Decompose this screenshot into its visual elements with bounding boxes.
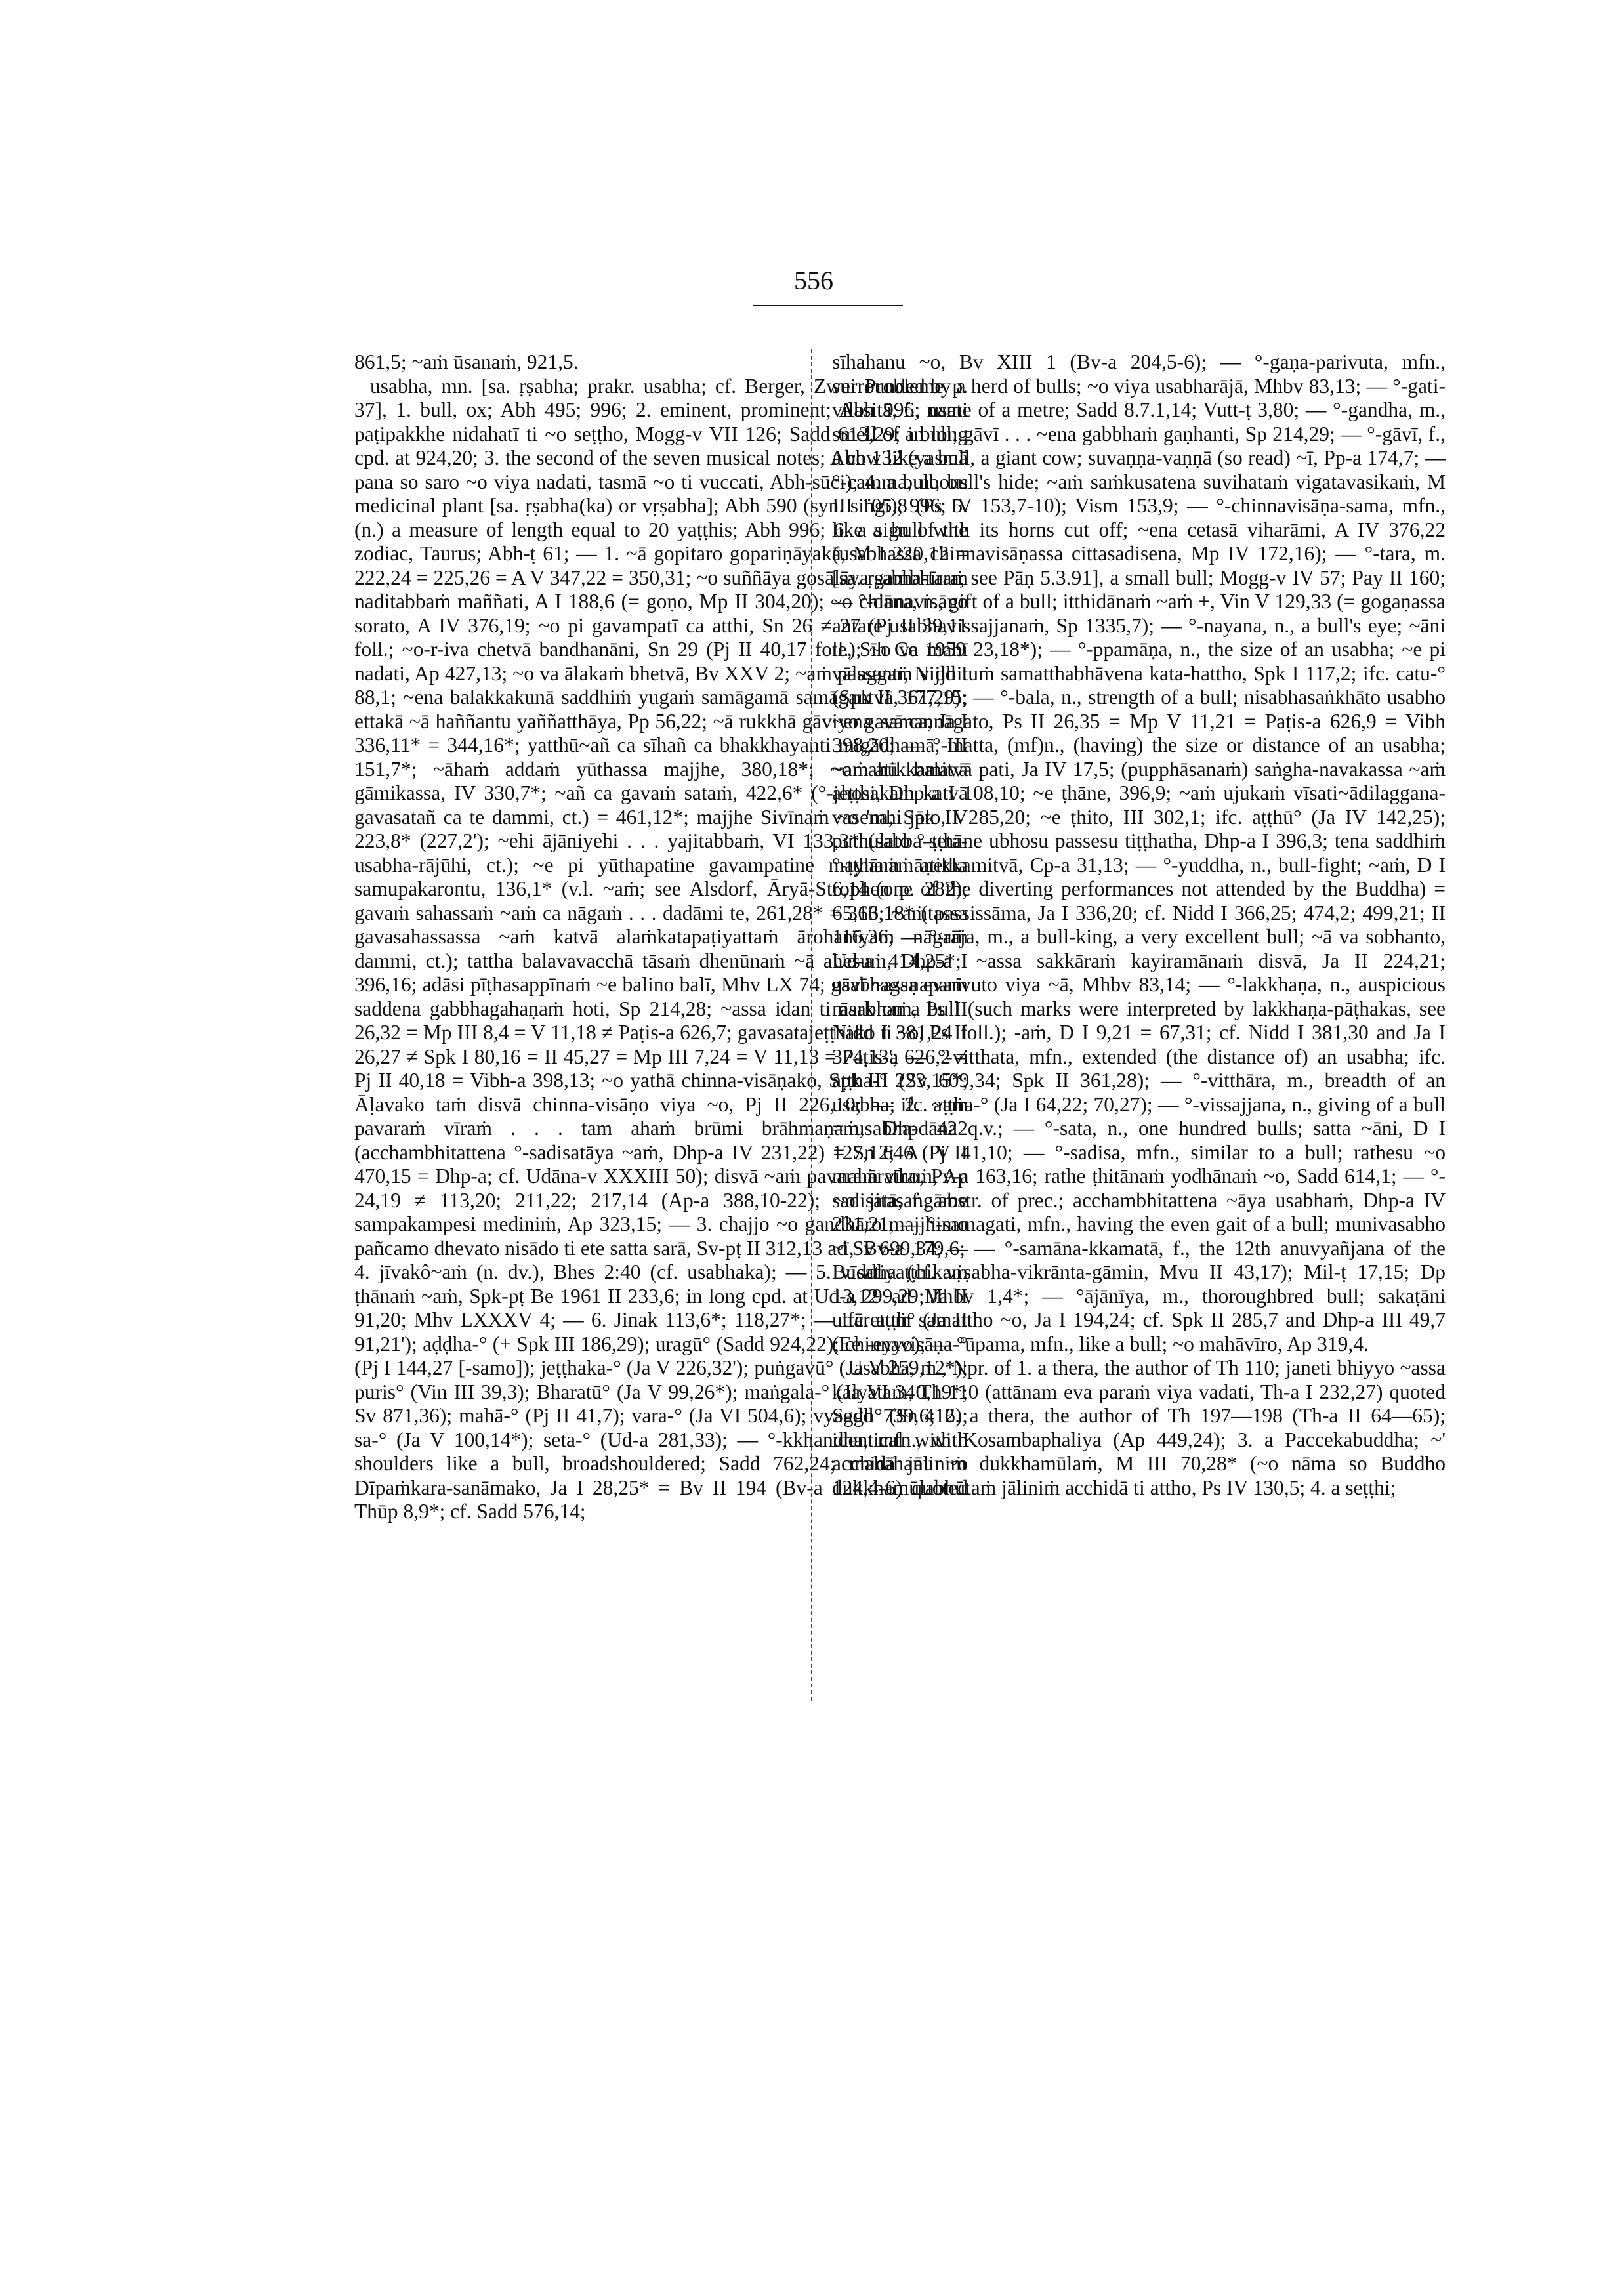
- dictionary-entry: sīhahanu ~o, Bv XIII 1 (Bv-a 204,5-6); — °-gaṇa-parivuta, mfn., surrounded by a herd of bulls; ~o viya usabharājā, Mhbv 83,13; — °-gati-vilasitā, f., name of a metre; Sadd 8.7.1,14; Vutt-ṭ 3,80; — °-gandha, m., smell of a bull; gāvī . . . ~ena gabbhaṁ gaṇhanti, Sp 214,29; — °-gāvī, f., a cow like a bull, a giant cow; suvaṇṇa-vaṇṇā (so read) ~ī, Pp-a 174,7; — °-camma, n., bull's hide; ~aṁ saṁkusatena suvihataṁ vigatavasikaṁ, M III 105,8 (Ps IV 153,7-10); Vism 153,9; — °-chinnavisāṇa-sama, mfn., like a bull with its horns cut off; ~ena cetasā viharāmi, A IV 376,22 (usabhassa chinnavisāṇassa cittasadisena, Mp IV 172,16); — °-tara, m. [sa. ṛṣabha-tara; see Pāṇ 5.3.91], a small bull; Mogg-v IV 57; Pay II 160; — °-dāna, n., gift of a bull; itthidānaṁ ~aṁ +, Vin V 129,33 (= gogaṇassa antare usabhavissajjanaṁ, Sp 1335,7); — °-nayana, n., a bull's eye; ~āni te, Sīh Ce 1959 23,18*); — °-ppamāṇa, n., the size of an usabha; ~e pi vālaggaṁ vijjhituṁ samatthabhāvena kata-hattho, Spk I 117,2; ifc. catu-° (Spk II 361,29); — °-bala, n., strength of a bull; nisabhasaṅkhāto usabho ~ena samannāgato, Ps II 26,35 = Mp V 11,21 = Paṭis-a 626,9 = Vibh 398,20; — °-matta, (mf)n., (having) the size or distance of an usabha; ~aṁ atikkamitvā pati, Ja IV 17,5; (pupphāsanaṁ) saṅgha-navakassa ~aṁ ahosi, Dhp-a I 108,10; ~e ṭhāne, 396,9; ~aṁ ujukaṁ vīsati~ādilaggana-vasena, Spk II 285,20; ~e ṭhito, III 302,1; ifc. aṭṭhū° (Ja IV 142,25); puthulato °-ṭṭhāne ubhosu passesu tiṭṭhatha, Dhp-a I 396,3; tena saddhiṁ °-ṭṭhānaṁ atikkamitvā, Cp-a 31,13; — °-yuddha, n., bull-fight; ~aṁ, D I 6,14 (one of the diverting performances not attended by the Buddha) = 65,16; ~aṁ passissāma, Ja I 336,20; cf. Nidd I 366,25; 474,2; 499,21; II 116,36; — °-rāja, m., a bull-king, a very excellent bull; ~ā va sobhanto, Ud-a 414,25*; ~assa sakkāraṁ kayiramānaṁ disvā, Ja II 224,21; usabhagaṇaparivuto viya ~ā, Mhbv 83,14; — °-lakkhaṇa, n., auspicious mark on a bull (such marks were interpreted by lakkhaṇa-pāṭhakas, see Nidd I 381,24 foll.); -aṁ, D I 9,21 = 67,31; cf. Nidd I 381,30 and Ja I 374,13'; — °-vitthata, mfn., extended (the distance of) an usabha; ifc. aṭṭha-° (Sv 609,34; Spk II 361,28); — °-vitthāra, m., breadth of an usabha; ifc. aṭṭha-° (Ja I 64,22; 70,27); — °-vissajjana, n., giving of a bull = usabha-dāna q.v.; — °-sata, n., one hundred bulls; satta ~āni, D I 127,12; A IV 41,10; — °-sadisa, mfn., similar to a bull; rathesu ~o mahāratho, Pv-a 163,16; rathe ṭhitānaṁ yodhānaṁ ~o, Sadd 614,1; — °-sadisatā, f., abstr. of prec.; acchambhitattena ~āya usabhaṁ, Dhp-a IV 231,21; — °-samagati, mfn., having the even gait of a bull; munivasabho ~ī, Bv-a 179,6; — °-samāna-kkamatā, f., the 12th anuvyañjana of the Buddha (cf. vṛṣabha-vikrānta-gāmin, Mvu II 43,17); Mil-ṭ 17,15; Dp 13,12 ad Mhbv 1,4*; — °ājānīya, m., thoroughbred bull; sakaṭāni uttāretuṁ samattho ~o, Ja I 194,24; cf. Spk II 285,7 and Dhp-a III 49,7 (Ee -eyyo); — °ūpama, mfn., like a bull; ~o mahāvīro, Ap 319,4.: [832, 350, 1446, 1355]
- column-divider: [811, 349, 812, 1701]
- page-number: 556: [794, 266, 833, 295]
- header-rule: [753, 305, 903, 306]
- dictionary-entry: 861,5; ~aṁ ūsanaṁ, 921,5.: [354, 350, 579, 373]
- dictionary-entry: usabha, mn. [sa. ṛṣabha; prakr. usabha; cf. Berger, Zwei Probleme p. 37], 1. bull, ox; Abh 495; 996; 2. eminent, prominent; Abh 996; usati paṭipakkhe nidahatī ti ~o seṭṭho, Mogg-v VII 126; Sadd 613,29; in long cpd. at 924,20; 3. the second of the seven musical notes; Abh 132 (yasmā pana so saro ~o viya nadati, tasmā ~o ti vuccati, Abh-sūci); 4. a bulbous medicinal plant [sa. ṛṣabha(ka) or vṛṣabha]; Abh 590 (syn. siṅgī); 996; 5. (n.) a measure of length equal to 20 yaṭṭhis; Abh 996; 6. a sign of the zodiac, Taurus; Abh-ṭ 61; — 1. ~ā gopitaro gopariṇāyakā, M I 220,12 = 222,24 = 225,26 = A V 347,22 = 350,31; ~o suññāya gosālāya gambhīraṁ naditabbaṁ maññati, A I 188,6 (= goṇo, Mp II 304,20); ~o chinnavisāṇo sorato, A IV 376,19; ~o pi gavampatī ca atthi, Sn 26 ≠ 27 (Pj II 39,11 foll.; ~o-r-iva chetvā bandhanāni, Sn 29 (Pj II 40,17 foll.); ~o va mahī nadati, Ap 427,13; ~o va ālakaṁ bhetvā, Bv XXV 2; ~aṁ passanti, Nidd I 88,1; ~ena balakkakunā saddhiṁ yugaṁ samāgamā samāgantvā, 177,15; ettakā ~ā haññantu yaññatthāya, Pp 56,22; ~ā rukkhā gāviyo gavā ca, Ja I 336,11* = 344,16*; yatthū~añ ca sīhañ ca bhakkhayanti migādhamā, III 151,7*; ~āhaṁ addaṁ yūthassa majjhe, 380,18*; ~o ahū balavā gāmikassa, IV 330,7*; ~añ ca gavaṁ sataṁ, 422,6* (°-jeṭṭhakaṁ katvā gavasatañ ca te dammi, ct.) = 461,12*; majjhe Sivīnaṁ ~o 'mhi jāto, V 223,8* (227,2'); ~ehi ājāniyehi . . . yajitabbaṁ, VI 133,3* (sabba-seta-usabha-rājūhi, ct.); ~e pi yūthapatine gavampatine mayhaṁ āṇetha samupakarontu, 136,1* (v.l. ~aṁ; see Alsdorf, Āryā-Strophen p. 282); gavaṁ sahassaṁ ~aṁ ca nāgaṁ . . . dadāmi te, 261,28* = 363,18* (tassa gavasahassassa ~aṁ katvā alaṁkatapaṭiyattaṁ ārohanīyaṁ nāgaṁ dammi, ct.); tattha balavavacchā tāsaṁ dhenūnaṁ ~ā ahesuṁ, Dhp-a I 396,16; adāsi pīṭhasappīnaṁ ~e balino balī, Mhv LX 74; gāvī ~assa evaṁ saddena gabbhagahaṇaṁ hoti, Sp 214,28; ~assa idan ti āsabhaṁ, Ps II 26,32 = Mp III 8,4 = V 11,18 ≠ Paṭis-a 626,7; gavasatajeṭṭhako ti ~o, Ps II 26,27 ≠ Spk I 80,16 = II 45,27 = Mp III 7,24 = V 11,13 = Paṭis-a 626,2 ≠ Pj II 40,18 = Vibh-a 398,13; ~o yathā chinna-visāṇako, Spk III 223,15*; Āḷavako taṁ disvā chinna-visāṇo viya ~o, Pj II 226,10; — 2. ~aṁ pavaraṁ vīraṁ . . . tam ahaṁ brūmi brāhmaṇaṁ, Dhp 422 (acchambhitattena °-sadisatāya ~aṁ, Dhp-a IV 231,22) = Sn 646 (Pj II 470,15 = Dhp-a; cf. Udāna-v XXXIII 50); disvā ~aṁ pavaraṁ vīraṁ, Ap 24,19 ≠ 113,20; 211,22; 217,14 (Ap-a 388,10-22); ~o jitasaṅgāme sampakampesi mediniṁ, Ap 323,15; — 3. chajjo ~o gandhāro majjhimo pañcamo dhevato nisādo ti ete satta sarā, Sv-pṭ II 312,13 ad Sv 699,34; — 4. jīvakô~aṁ (n. dv.), Bhes 2:40 (cf. usabhaka); — 5. vīsatiyaṭṭhikaṁ ṭhānaṁ ~aṁ, Spk-pṭ Be 1961 II 233,6; in long cpd. at Ud-a 299,29; Ja II 91,20; Mhv LXXXV 4; — 6. Jinak 113,6*; 118,27*; — ifc. aṭṭh° (Ja II 91,21'); aḍḍha-° (+ Spk III 186,29); uragū° (Sadd 924,22); chinnavisāṇa-° (Pj I 144,27 [-samo]); jeṭṭhaka-° (Ja V 226,32'); puṅgavū° (Ja V 259,12*); puris° (Vin III 39,3); Bharatū° (Ja V 99,26*); maṅgala-° (Ja VI 340,19*; Sv 871,36); mahā-° (Pj II 41,7); vara-° (Ja VI 504,6); vyaggh° (Sn 416); sa-° (Ja V 100,14*); seta-° (Ud-a 281,33); — °-kkhandha, mfn., with shoulders like a bull, broadshouldered; Sadd 762,24; mahāhanu ~o Dīpaṁkara-sanāmako, Ja I 28,25* = Bv II 194 (Bv-a 124,4-6) quoted Thūp 8,9*; cf. Sadd 576,14;: [354, 374, 968, 1523]
- right-column: [832, 350, 1446, 1500]
- dictionary-entry: Usabha, m., Npr. of 1. a thera, the author of Th 110; janeti bhiyyo ~assa kalyataṁ, Th 110 (attānam eva paraṁ viya vadati, Th-a I 232,27) quoted Sadd 739,6; 2. a thera, the author of Th 197—198 (Th-a II 64—65); identical with Kosambaphaliya (Ap 449,24); 3. a Paccekabuddha; ~' acchidā jāliniṁ dukkhamūlaṁ, M III 70,28* (~o nāma so Buddho dukkhamūlabhūtaṁ jāliniṁ acchidā ti attho, Ps IV 130,5; 4. a seṭṭhi;: [832, 1356, 1446, 1499]
